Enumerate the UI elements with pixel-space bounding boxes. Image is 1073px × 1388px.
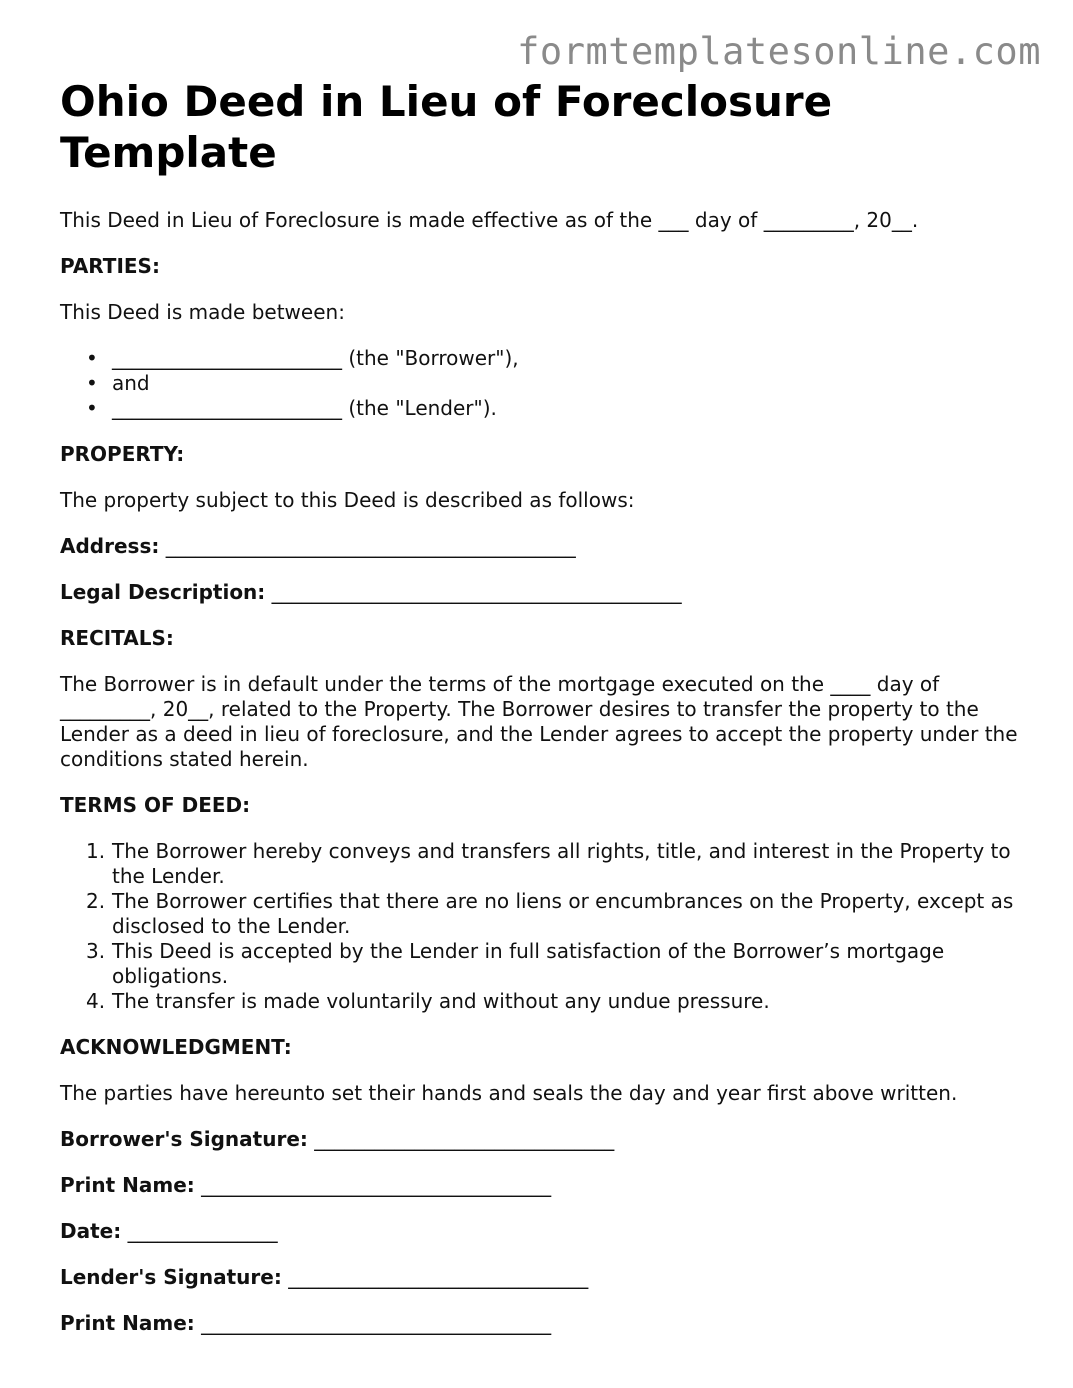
lender-print-name-line (60, 1311, 1020, 1336)
legal-description-line (60, 580, 1020, 605)
bullet-icon: • (86, 396, 98, 420)
lender-print-name-blank: ___________________________________ (201, 1311, 552, 1335)
term-number: 3. (86, 939, 106, 963)
legal-description-label: Legal Description: (60, 580, 266, 604)
term-text: This Deed is accepted by the Lender in full satisfaction of the Borrower’s mortgage obligations. (112, 939, 945, 988)
terms-heading: TERMS OF DEED: (60, 793, 251, 817)
party-lender-line: _______________________ (the "Lender"). (112, 396, 497, 420)
date-label: Date: (60, 1219, 122, 1243)
lender-signature-line (60, 1265, 1020, 1290)
list-item (60, 939, 1020, 989)
legal-description-blank: _________________________________________ (271, 580, 682, 604)
bullet-icon: • (86, 371, 98, 395)
borrower-signature-label: Borrower's Signature: (60, 1127, 308, 1151)
list-item (60, 396, 1020, 421)
term-text: The transfer is made voluntarily and without any undue pressure. (112, 989, 770, 1013)
date-blank: _______________ (127, 1219, 278, 1243)
address-label: Address: (60, 534, 160, 558)
lender-print-name-label: Print Name: (60, 1311, 195, 1335)
address-line (60, 534, 1020, 559)
parties-list (60, 346, 1020, 421)
property-heading: PROPERTY: (60, 442, 185, 466)
term-number: 2. (86, 889, 106, 913)
list-item (60, 889, 1020, 939)
terms-list (60, 839, 1020, 1014)
acknowledgment-paragraph: The parties have hereunto set their hands and seals the day and year first above written. (60, 1081, 958, 1105)
term-text: The Borrower hereby conveys and transfers all rights, title, and interest in the Property to the Lender. (112, 839, 1011, 888)
lender-signature-label: Lender's Signature: (60, 1265, 282, 1289)
document-page (60, 76, 1020, 1336)
term-number: 1. (86, 839, 106, 863)
party-borrower-line: _______________________ (the "Borrower"), (112, 346, 519, 370)
list-item (60, 839, 1020, 889)
borrower-print-name-blank: ___________________________________ (201, 1173, 552, 1197)
term-text: The Borrower certifies that there are no liens or encumbrances on the Property, except as disclosed to the Lender. (112, 889, 1014, 938)
party-and: and (112, 371, 150, 395)
borrower-print-name-line (60, 1173, 1020, 1198)
intro-paragraph: This Deed in Lieu of Foreclosure is made effective as of the ___ day of _________, 20__. (60, 208, 919, 232)
list-item (60, 346, 1020, 371)
list-item (60, 371, 1020, 396)
watermark: formtemplatesonline.com (517, 30, 1041, 73)
property-lead: The property subject to this Deed is described as follows: (60, 488, 635, 512)
recitals-paragraph: The Borrower is in default under the terms of the mortgage executed on the ____ day of _________, 20__, related to the Property. The Borrower desires to transfer the property to the Lender as a deed in lieu of foreclosure, and the Lender agrees to accept the property under the conditions stated herein. (60, 672, 1018, 771)
parties-lead: This Deed is made between: (60, 300, 345, 324)
borrower-signature-line (60, 1127, 1020, 1152)
list-item (60, 989, 1020, 1014)
borrower-signature-blank: ______________________________ (314, 1127, 615, 1151)
recitals-heading: RECITALS: (60, 626, 174, 650)
lender-signature-blank: ______________________________ (288, 1265, 589, 1289)
term-number: 4. (86, 989, 106, 1013)
borrower-print-name-label: Print Name: (60, 1173, 195, 1197)
parties-heading: PARTIES: (60, 254, 160, 278)
acknowledgment-heading: ACKNOWLEDGMENT: (60, 1035, 292, 1059)
page-title: Ohio Deed in Lieu of Foreclosure Template (60, 77, 833, 177)
bullet-icon: • (86, 346, 98, 370)
address-blank: _________________________________________ (165, 534, 576, 558)
date-line (60, 1219, 1020, 1244)
